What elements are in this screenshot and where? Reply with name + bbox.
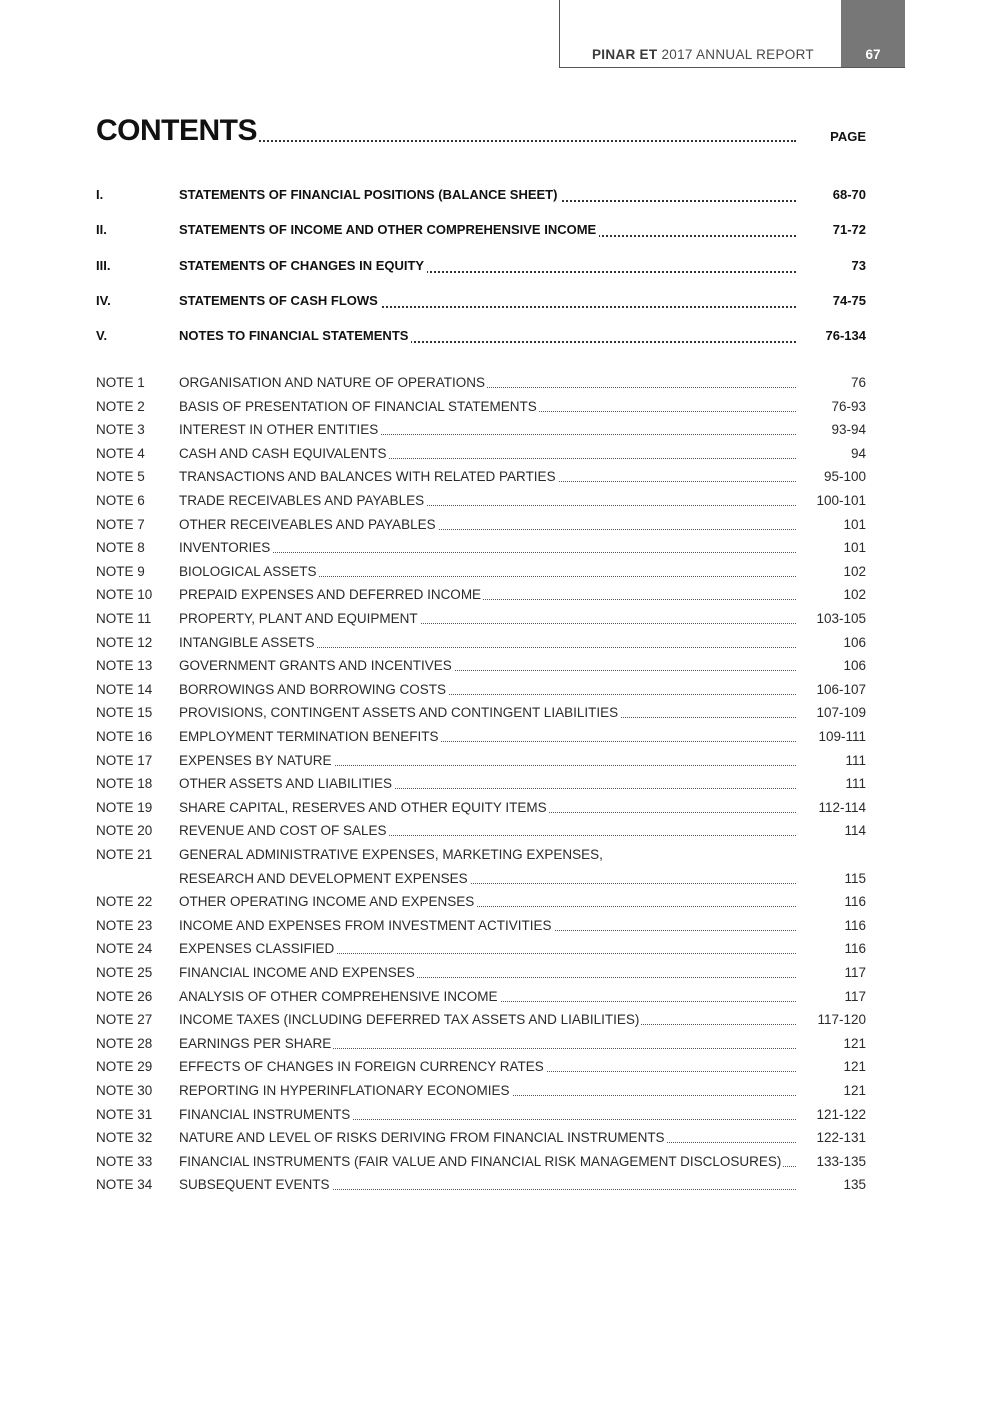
note-row[interactable] — [96, 446, 866, 466]
note-row[interactable] — [96, 729, 866, 749]
entry-number: NOTE 28 — [96, 1035, 153, 1051]
entry-page: 133-135 — [816, 1153, 866, 1169]
entry-number: II. — [96, 222, 107, 238]
entry-page: 117-120 — [817, 1012, 866, 1028]
entry-label: EXPENSES BY NATURE — [179, 752, 332, 768]
entry-page: 111 — [845, 776, 866, 792]
entry-number: V. — [96, 328, 108, 344]
entry-number: NOTE 11 — [96, 611, 152, 626]
entry-page: 121-122 — [816, 1106, 866, 1122]
note-row[interactable] — [96, 587, 866, 607]
entry-number: NOTE 12 — [96, 634, 153, 650]
entry-page: 114 — [844, 823, 866, 839]
entry-label-wrap — [179, 753, 796, 773]
entry-number: NOTE 18 — [96, 776, 153, 792]
page-number: 67 — [865, 47, 881, 62]
entry-label: INVENTORIES — [179, 540, 271, 556]
entry-label: INTEREST IN OTHER ENTITIES — [179, 422, 379, 438]
entry-number: NOTE 1 — [96, 375, 145, 390]
entry-label-wrap — [179, 847, 796, 867]
entry-page: 106 — [843, 634, 866, 650]
entry-page: 93-94 — [831, 422, 866, 438]
entry-label: INCOME AND EXPENSES FROM INVESTMENT ACTIVITIES — [179, 917, 552, 933]
note-row[interactable] — [96, 375, 866, 395]
entry-number: NOTE 21 — [96, 847, 153, 862]
note-row[interactable] — [96, 1154, 866, 1174]
entry-label-wrap — [179, 894, 796, 914]
note-row[interactable] — [96, 1036, 866, 1056]
entry-label-wrap — [179, 635, 796, 655]
entry-label-wrap — [179, 682, 796, 702]
entry-label-wrap — [179, 1177, 796, 1197]
entry-page: 76-134 — [825, 328, 866, 344]
entry-number: NOTE 27 — [96, 1012, 153, 1028]
entry-label: OTHER RECEIVEABLES AND PAYABLES — [179, 516, 436, 532]
note-row[interactable] — [96, 1083, 866, 1103]
entry-label: STATEMENTS OF CASH FLOWS — [179, 293, 381, 308]
note-row[interactable] — [96, 1059, 866, 1079]
entry-page: 76 — [850, 375, 866, 390]
entry-label: NOTES TO FINANCIAL STATEMENTS — [179, 328, 411, 343]
page-column-label: PAGE — [830, 129, 866, 144]
entry-page: 106-107 — [816, 681, 866, 697]
entry-label: BIOLOGICAL ASSETS — [179, 563, 317, 579]
entry-number: NOTE 14 — [96, 681, 153, 697]
entry-page: 101 — [843, 516, 866, 532]
entry-number: NOTE 7 — [96, 516, 145, 532]
note-row[interactable] — [96, 469, 866, 489]
entry-page: 95-100 — [823, 469, 866, 485]
entry-number: NOTE 33 — [96, 1153, 153, 1169]
entry-number: NOTE 23 — [96, 917, 153, 933]
entry-label-wrap — [179, 187, 796, 207]
entry-number: NOTE 3 — [96, 422, 145, 438]
entry-page: 94 — [850, 445, 866, 461]
entry-label-wrap — [179, 293, 796, 313]
contents-title-row — [96, 114, 866, 150]
entry-label: EFFECTS OF CHANGES IN FOREIGN CURRENCY RATES — [179, 1059, 544, 1075]
entry-label: EARNINGS PER SHARE — [179, 1035, 332, 1051]
entry-label-wrap — [179, 587, 796, 607]
entry-label-wrap — [179, 729, 796, 749]
note-row[interactable] — [96, 705, 866, 725]
entry-page: 116 — [844, 941, 866, 957]
entry-page: 73 — [851, 257, 866, 273]
entry-label-wrap — [179, 705, 796, 725]
entry-label-wrap — [179, 1059, 796, 1079]
entry-page: 115 — [844, 870, 866, 886]
note-row[interactable] — [96, 1107, 866, 1127]
contents-title: CONTENTS — [96, 114, 257, 147]
entry-label-wrap — [179, 258, 796, 278]
entry-number: I. — [96, 187, 104, 202]
entry-label: RESEARCH AND DEVELOPMENT EXPENSES — [179, 870, 468, 886]
entry-label: PROVISIONS, CONTINGENT ASSETS AND CONTINGENT LIABILITIES — [179, 705, 619, 721]
entry-page: 116 — [844, 894, 866, 910]
entry-label: OTHER OPERATING INCOME AND EXPENSES — [179, 894, 475, 910]
entry-label-wrap — [179, 540, 796, 560]
entry-page: 100-101 — [816, 493, 866, 508]
entry-number: NOTE 16 — [96, 729, 153, 744]
note-row[interactable] — [96, 682, 866, 702]
entry-page: 121 — [843, 1059, 866, 1075]
entry-number: NOTE 9 — [96, 563, 145, 579]
entry-number: NOTE 22 — [96, 894, 153, 910]
entry-number: NOTE 5 — [96, 469, 145, 485]
entry-label-wrap — [179, 941, 796, 961]
entry-label-wrap — [179, 1083, 796, 1103]
entry-label: ORGANISATION AND NATURE OF OPERATIONS — [179, 375, 486, 390]
note-row[interactable] — [96, 965, 866, 985]
section-row[interactable] — [96, 293, 866, 313]
note-row[interactable] — [96, 493, 866, 513]
entry-number: NOTE 26 — [96, 988, 153, 1004]
entry-label: BASIS OF PRESENTATION OF FINANCIAL STATEMENTS — [179, 398, 537, 414]
entry-label: GOVERNMENT GRANTS AND INCENTIVES — [179, 658, 452, 674]
entry-number: NOTE 2 — [96, 398, 145, 414]
entry-label-wrap — [179, 871, 796, 891]
entry-label: GENERAL ADMINISTRATIVE EXPENSES, MARKETING EXPENSES, — [179, 847, 603, 862]
entry-label: TRADE RECEIVABLES AND PAYABLES — [179, 493, 425, 508]
entry-label: PROPERTY, PLANT AND EQUIPMENT — [179, 611, 418, 626]
entry-page: 135 — [843, 1177, 866, 1193]
note-row[interactable] — [96, 1130, 866, 1150]
entry-label: REPORTING IN HYPERINFLATIONARY ECONOMIES — [179, 1083, 510, 1098]
note-row[interactable] — [96, 635, 866, 655]
entry-page: 76-93 — [831, 398, 866, 414]
entry-label-wrap — [179, 611, 796, 631]
entry-label: FINANCIAL INSTRUMENTS — [179, 1106, 351, 1122]
entry-label: STATEMENTS OF INCOME AND OTHER COMPREHENSIVE INCOME — [179, 222, 599, 237]
entry-label: OTHER ASSETS AND LIABILITIES — [179, 776, 393, 792]
entry-page: 107-109 — [816, 705, 866, 721]
entry-label: REVENUE AND COST OF SALES — [179, 823, 387, 839]
entry-number: NOTE 4 — [96, 445, 145, 461]
section-row[interactable] — [96, 187, 866, 207]
entry-label: INCOME TAXES (INCLUDING DEFERRED TAX ASSETS AND LIABILITIES) — [179, 1012, 640, 1028]
entry-label-wrap — [179, 1036, 796, 1056]
brand-name: PINAR ET — [592, 47, 658, 62]
section-row[interactable] — [96, 258, 866, 278]
entry-label: SUBSEQUENT EVENTS — [179, 1177, 330, 1193]
entry-number: NOTE 32 — [96, 1130, 153, 1146]
entry-number: NOTE 15 — [96, 705, 153, 721]
entry-label: INTANGIBLE ASSETS — [179, 634, 315, 650]
note-row[interactable] — [96, 1177, 866, 1197]
note-row[interactable] — [96, 753, 866, 773]
entry-page: 68-70 — [832, 187, 866, 202]
note-row[interactable] — [96, 611, 866, 631]
entry-label-wrap — [179, 1130, 796, 1150]
entry-page: 71-72 — [832, 222, 866, 238]
entry-page: 122-131 — [816, 1130, 866, 1146]
entry-label-wrap — [179, 1012, 796, 1032]
entry-label: EMPLOYMENT TERMINATION BENEFITS — [179, 729, 439, 744]
note-row[interactable] — [96, 847, 866, 867]
section-row[interactable] — [96, 222, 866, 242]
entry-number: III. — [96, 257, 111, 273]
entry-label: FINANCIAL INCOME AND EXPENSES — [179, 965, 415, 980]
entry-number: NOTE 8 — [96, 540, 145, 556]
entry-page: 102 — [843, 587, 866, 603]
entry-label-wrap — [179, 222, 796, 242]
report-title: 2017 ANNUAL REPORT — [661, 47, 814, 62]
entry-label: CASH AND CASH EQUIVALENTS — [179, 445, 387, 461]
entry-page: 121 — [843, 1083, 866, 1098]
entry-page: 109-111 — [818, 729, 866, 744]
entry-page: 106 — [843, 658, 866, 674]
entry-number: IV. — [96, 292, 111, 308]
entry-label-wrap — [179, 517, 796, 537]
entry-number: NOTE 13 — [96, 658, 153, 674]
note-row[interactable] — [96, 776, 866, 796]
entry-label-wrap — [179, 1154, 796, 1174]
note-row[interactable] — [96, 941, 866, 961]
note-row[interactable] — [96, 800, 866, 820]
entry-label-wrap — [179, 965, 796, 985]
entry-label: EXPENSES CLASSIFIED — [179, 941, 335, 957]
entry-label: ANALYSIS OF OTHER COMPREHENSIVE INCOME — [179, 988, 498, 1004]
entry-label-wrap — [179, 375, 796, 395]
entry-number: NOTE 6 — [96, 493, 145, 508]
entry-page: 117 — [844, 965, 866, 980]
note-row[interactable] — [96, 399, 866, 419]
entry-label-wrap — [179, 493, 796, 513]
entry-label: PREPAID EXPENSES AND DEFERRED INCOME — [179, 587, 482, 603]
entry-page: 111 — [845, 752, 866, 768]
note-row[interactable] — [96, 564, 866, 584]
entry-number: NOTE 31 — [96, 1106, 153, 1122]
entry-number: NOTE 30 — [96, 1083, 153, 1098]
note-row[interactable] — [96, 517, 866, 537]
entry-label: BORROWINGS AND BORROWING COSTS — [179, 681, 447, 697]
entry-page: 74-75 — [832, 292, 866, 308]
entry-page: 101 — [843, 540, 866, 556]
entry-page: 112-114 — [818, 799, 866, 815]
note-row[interactable] — [96, 823, 866, 843]
note-row[interactable] — [96, 540, 866, 560]
entry-label: TRANSACTIONS AND BALANCES WITH RELATED PARTIES — [179, 469, 556, 485]
section-row[interactable] — [96, 328, 866, 348]
entry-label-wrap — [179, 422, 796, 442]
entry-number: NOTE 19 — [96, 799, 153, 815]
entry-page: 102 — [843, 563, 866, 579]
page-number-box — [841, 0, 905, 67]
entry-label-wrap — [179, 989, 796, 1009]
entry-label-wrap — [179, 564, 796, 584]
page-header — [559, 0, 905, 68]
entry-number: NOTE 17 — [96, 752, 153, 768]
entry-label-wrap — [179, 399, 796, 419]
report-brand — [592, 47, 814, 62]
entry-label-wrap — [179, 469, 796, 489]
entry-number: NOTE 24 — [96, 941, 153, 957]
entry-label: SHARE CAPITAL, RESERVES AND OTHER EQUITY ITEMS — [179, 799, 547, 815]
note-row[interactable] — [96, 894, 866, 914]
note-row[interactable] — [96, 658, 866, 678]
entry-label: FINANCIAL INSTRUMENTS (FAIR VALUE AND FINANCIAL RISK MANAGEMENT DISCLOSURES) — [179, 1153, 782, 1169]
entry-number: NOTE 10 — [96, 587, 153, 603]
entry-label-wrap — [179, 1107, 796, 1127]
entry-number: NOTE 20 — [96, 823, 153, 839]
entry-label-wrap — [179, 446, 796, 466]
note-row[interactable] — [96, 871, 866, 891]
entry-page: 117 — [844, 988, 866, 1004]
entry-label-wrap — [179, 918, 796, 938]
entry-number: NOTE 29 — [96, 1059, 153, 1075]
entry-label: NATURE AND LEVEL OF RISKS DERIVING FROM FINANCIAL INSTRUMENTS — [179, 1130, 665, 1146]
entry-label: STATEMENTS OF CHANGES IN EQUITY — [179, 258, 427, 273]
note-row[interactable] — [96, 989, 866, 1009]
entry-page: 121 — [843, 1035, 866, 1051]
entry-page: 103-105 — [816, 611, 866, 626]
entry-label-wrap — [179, 800, 796, 820]
entry-label-wrap — [179, 328, 796, 348]
entry-label: STATEMENTS OF FINANCIAL POSITIONS (BALANCE SHEET) — [179, 187, 560, 202]
entry-label-wrap — [179, 776, 796, 796]
entry-label-wrap — [179, 658, 796, 678]
entry-label-wrap — [179, 823, 796, 843]
entry-number: NOTE 34 — [96, 1177, 153, 1193]
entry-page: 116 — [844, 917, 866, 933]
note-row[interactable] — [96, 918, 866, 938]
note-row[interactable] — [96, 1012, 866, 1032]
note-row[interactable] — [96, 422, 866, 442]
entry-number: NOTE 25 — [96, 965, 153, 980]
